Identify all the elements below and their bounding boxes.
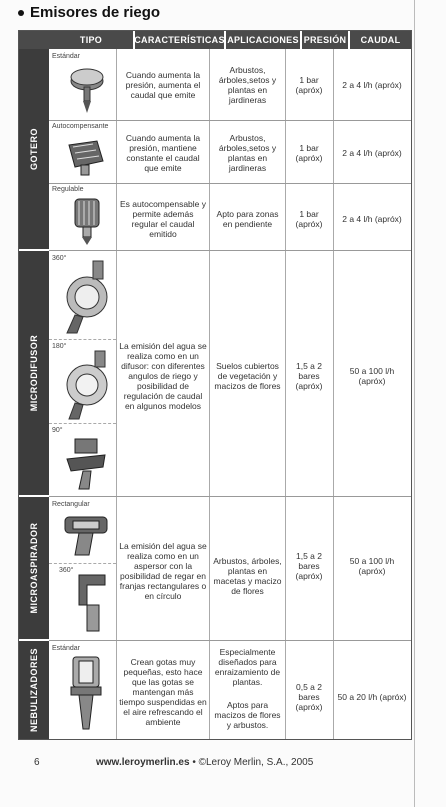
- header-tipo: TIPO: [49, 31, 133, 49]
- microaspirador-presion: 1,5 a 2 bares (apróx): [295, 551, 323, 581]
- microdifusor-aplicaciones: Suelos cubiertos de vegetación y macizos de flores: [214, 361, 281, 391]
- row-divider: [49, 183, 411, 184]
- microdifusor-caracteristicas: La emisión del agua se realiza como en un difusor: con diferentes angulos de riego y posibilidad de regulación de caudal en algunos modelos: [119, 341, 207, 411]
- type-tag: Rectangular: [52, 501, 90, 508]
- dripper-regulable-icon: [69, 195, 105, 247]
- gotero-auto-aplicaciones: Arbustos, árboles,setos y plantas en jardineras: [218, 133, 277, 173]
- dripper-autocompensante-icon: [63, 135, 107, 179]
- row-divider: [49, 640, 411, 641]
- nebulizadores-caudal: 50 a 20 l/h (apróx): [337, 692, 407, 702]
- header-caudal: CAUDAL: [350, 31, 411, 49]
- type-tag: Regulable: [52, 186, 84, 193]
- gotero-reg-aplicaciones: Apto para zonas en pendiente: [216, 209, 279, 229]
- header-corner: [19, 31, 49, 49]
- row-divider: [49, 250, 411, 251]
- header-presion: PRESIÓN: [302, 31, 348, 49]
- nebulizer-icon: [65, 653, 107, 733]
- gotero-reg-presion: 1 bar (apróx): [295, 209, 323, 229]
- row-divider: [49, 120, 411, 121]
- divider: [116, 49, 117, 739]
- group-microdifusor-label: MICRODIFUSOR: [29, 334, 39, 412]
- sub-row-divider: [49, 339, 116, 340]
- nebulizadores-caracteristicas: Crean gotas muy pequeñas, esto hace que las gotas se mantengan más tiempo suspendidas en el aire refrescando el ambiente: [119, 657, 207, 727]
- microsprinkler-360-icon: [73, 569, 115, 635]
- gotero-std-caudal: 2 a 4 l/h (apróx): [342, 80, 402, 90]
- divider: [285, 49, 286, 739]
- gotero-reg-caudal: 2 a 4 l/h (apróx): [342, 214, 402, 224]
- gotero-std-caracteristicas: Cuando aumenta la presión, aumenta el caudal que emite: [125, 70, 201, 100]
- group-microaspirador-label: MICROASPIRADOR: [29, 522, 39, 614]
- nebulizadores-aplicaciones-1: Especialmente diseñados para enraizamiento de plantas.: [214, 647, 281, 687]
- sub-row-divider: [49, 423, 116, 424]
- page-title: [18, 4, 160, 21]
- website-link[interactable]: www.leroymerlin.es: [96, 757, 190, 768]
- page-title-text: Emisores de riego: [30, 4, 161, 21]
- type-tag: 360°: [59, 567, 74, 574]
- page-edge: [414, 0, 415, 807]
- group-microdifusor: [19, 251, 49, 495]
- footer-credit: [96, 757, 313, 768]
- microaspirador-caracteristicas: La emisión del agua se realiza como en un aspersor con la posibilidad de regar en franjas rectangulares o en círculo: [119, 541, 207, 601]
- type-tag: Estándar: [52, 645, 81, 652]
- gotero-reg-caracteristicas: Es autocompensable y permite además regular el caudal emitido: [120, 199, 206, 239]
- nebulizadores-aplicaciones-2: Aptos para macizos de flores y arbustos.: [214, 700, 281, 730]
- type-tag: Estándar: [52, 53, 81, 60]
- gotero-std-presion: 1 bar (apróx): [295, 75, 323, 95]
- microaspirador-aplicaciones: Arbustos, árboles, plantas en macetas y macizo de flores: [213, 556, 282, 596]
- type-tag: 180°: [52, 343, 67, 350]
- group-nebulizadores: [19, 641, 49, 739]
- type-tag: 90°: [52, 427, 63, 434]
- group-nebulizadores-label: NEBULIZADORES: [29, 647, 39, 733]
- header-aplicaciones: APLICACIONES: [226, 31, 300, 49]
- type-tag: Autocompensante: [52, 123, 109, 130]
- microdifusor-caudal: 50 a 100 l/h (apróx): [349, 366, 395, 386]
- page-number: 6: [34, 757, 40, 768]
- microsprinkler-rectangular-icon: [59, 511, 113, 559]
- type-tag: 360°: [52, 255, 67, 262]
- row-divider: [49, 496, 411, 497]
- gotero-auto-presion: 1 bar (apróx): [295, 143, 323, 163]
- gotero-auto-caudal: 2 a 4 l/h (apróx): [342, 148, 402, 158]
- divider: [209, 49, 210, 739]
- gotero-std-aplicaciones: Arbustos, árboles,setos y plantas en jardineras: [218, 65, 277, 105]
- nebulizadores-presion: 0,5 a 2 bares (apróx): [295, 682, 323, 712]
- microaspirador-caudal: 50 a 100 l/h (apróx): [349, 556, 395, 576]
- copyright: ©Leroy Merlin, S.A., 2005: [198, 757, 314, 768]
- group-gotero-label: GOTERO: [29, 127, 39, 171]
- group-gotero: [19, 49, 49, 249]
- microdiffuser-360-icon: [59, 257, 113, 337]
- sub-row-divider: [49, 563, 116, 564]
- gotero-auto-caracteristicas: Cuando aumenta la presión, mantiene constante el caudal que emite: [125, 133, 201, 173]
- header-caracteristicas: CARACTERÍSTICAS: [135, 31, 224, 49]
- microdifusor-presion: 1,5 a 2 bares (apróx): [295, 361, 323, 391]
- bullet-icon: [18, 10, 24, 16]
- emitters-table: [18, 30, 412, 740]
- dripper-standard-icon: [67, 63, 107, 115]
- group-microaspirador: [19, 497, 49, 639]
- divider: [333, 49, 334, 739]
- footer-separator: •: [189, 757, 199, 768]
- microdiffuser-180-icon: [59, 345, 113, 423]
- microdiffuser-90-icon: [63, 435, 111, 491]
